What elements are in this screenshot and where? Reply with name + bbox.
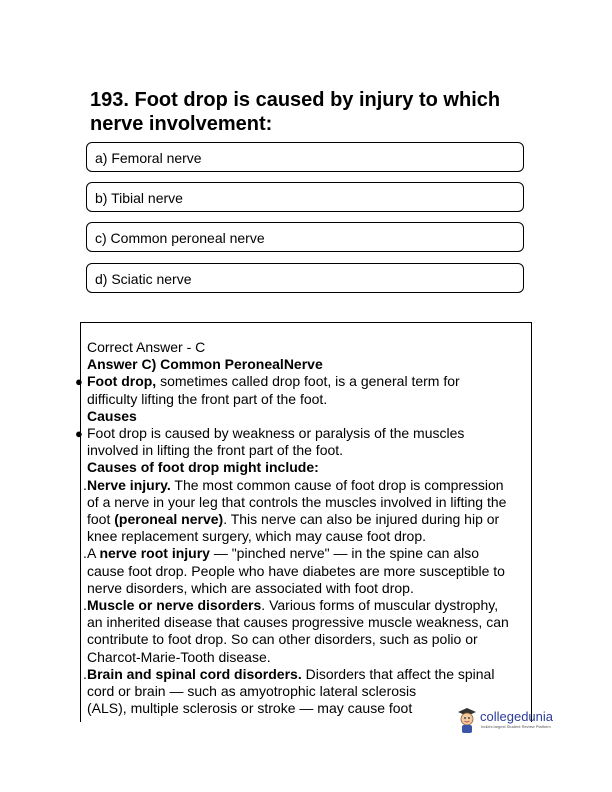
mascot-icon (456, 706, 478, 734)
option-b[interactable]: b) Tibial nerve (86, 182, 524, 212)
question-title (90, 88, 530, 136)
dot-marker-icon: . (83, 545, 87, 562)
option-c[interactable]: c) Common peroneal nerve (86, 222, 524, 252)
logo-tagline: India's largest Student Review Platform (481, 724, 551, 729)
option-a[interactable]: a) Femoral nerve (86, 142, 524, 172)
answer-heading: Answer C) Common PeronealNerve (87, 356, 323, 373)
dot-marker-icon: . (83, 476, 87, 493)
question-text: Foot drop is caused by injury to which nerve involvement: (90, 89, 501, 135)
collegedunia-logo (456, 706, 566, 736)
logo-name: collegedunia (480, 709, 554, 724)
causes-heading: Causes (87, 407, 137, 424)
list-item: . Nerve injury. The most common cause of foot drop is compression of a nerve in your leg that controls the muscles involved in lifting the foot (peroneal nerve). This nerve can also be injured during hip or knee replacement surgery, which may cause foot drop. (83, 476, 507, 545)
answer-box (75, 322, 532, 722)
dot-marker-icon: . (83, 665, 87, 682)
bullet-icon: ● (75, 374, 83, 390)
list-item: . Muscle or nerve disorders. Various forms of muscular dystrophy, an inherited disease that causes progressive muscle weakness, can contribute to foot drop. So can other disorders, such as polio or Charcot-Marie-Tooth disease. (83, 597, 509, 665)
list-item: ● Foot drop is caused by weakness or paralysis of the muscles involved in lifting the front part of the foot. (75, 425, 465, 459)
dot-marker-icon: . (83, 597, 87, 614)
correct-answer: Correct Answer - C (87, 339, 206, 355)
causes-include-heading: Causes of foot drop might include: (87, 459, 319, 476)
bullet-icon: ● (75, 426, 83, 442)
list-item: ● Foot drop, sometimes called drop foot, is a general term for difficulty lifting the front part of the foot. (75, 373, 460, 407)
question-number: 193. (90, 89, 129, 111)
list-item: . Brain and spinal cord disorders. Disorders that affect the spinal cord or brain — such as amyotrophic lateral sclerosis (ALS), multiple sclerosis or stroke — may cause foot (83, 665, 495, 717)
list-item: . A nerve root injury — "pinched nerve" — in the spine can also cause foot drop. People who have diabetes are more susceptible to nerve disorders, which are associated with foot drop. (83, 545, 505, 596)
option-d[interactable]: d) Sciatic nerve (86, 263, 524, 293)
